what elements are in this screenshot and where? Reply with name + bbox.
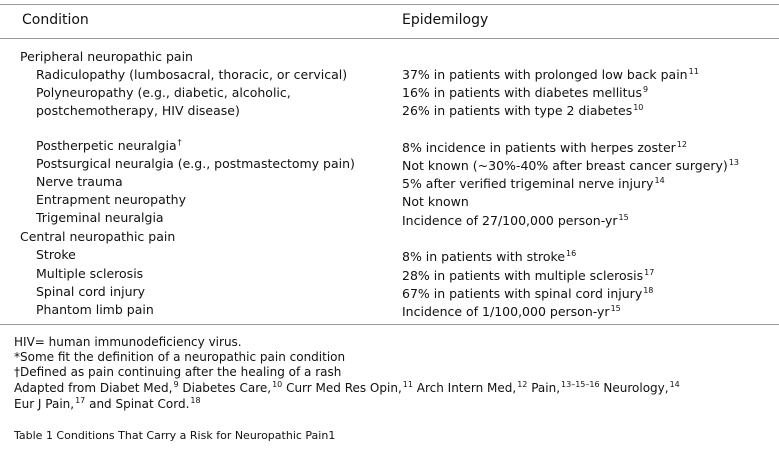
footnote-defined: †Defined as pain continuing after the healing of a rash [14, 365, 342, 379]
condition-cell: Nerve trauma [36, 174, 123, 189]
condition-cell: Postherpetic neuralgia† [36, 138, 182, 153]
condition-cell: Trigeminal neuralgia [36, 210, 164, 225]
epidemiology-cell: 67% in patients with spinal cord injury$^{18}$ [402, 286, 654, 301]
epidemiology-cell: 37% in patients with prolonged low back pain$^{11}$ [402, 67, 699, 82]
condition-cell: Radiculopathy (lumbosacral, thoracic, or cervical) [36, 67, 348, 82]
footnote-hiv: HIV= human immunodeficiency virus. [14, 335, 242, 349]
header-rule [0, 38, 779, 39]
epidemiology-cell: Not known (~30%-40% after breast cancer surgery)$^{13}$ [402, 158, 739, 173]
condition-cell: Postsurgical neuralgia (e.g., postmastectomy pain) [36, 156, 355, 171]
footnote-some: *Some fit the definition of a neuropathic pain condition [14, 350, 346, 364]
category-central: Central neuropathic pain [20, 229, 176, 244]
condition-cell: Multiple sclerosis [36, 266, 144, 281]
condition-cell: Phantom limb pain [36, 302, 154, 317]
category-peripheral: Peripheral neuropathic pain [20, 49, 193, 64]
epidemiology-cell: 8% in patients with stroke$^{16}$ [402, 249, 577, 264]
epidemiology-cell: 26% in patients with type 2 diabetes$^{10}$ [402, 103, 644, 118]
condition-cell: Spinal cord injury [36, 284, 146, 299]
header-condition: Condition [22, 12, 89, 28]
condition-cell: Stroke [36, 247, 76, 262]
table-top-rule [0, 4, 779, 5]
condition-cell: Entrapment neuropathy [36, 192, 186, 207]
header-epidemiology: Epidemilogy [402, 12, 489, 28]
epidemiology-cell: 16% in patients with diabetes mellitus$^9$ [402, 85, 649, 100]
table-bottom-rule [0, 324, 779, 325]
epidemiology-cell: 28% in patients with multiple sclerosis$^{17}$ [402, 268, 655, 283]
epidemiology-cell: 8% incidence in patients with herpes zoster$^{12}$ [402, 140, 687, 155]
condition-cell: postchemotherapy, HIV disease) [36, 103, 240, 118]
epidemiology-cell: Incidence of 27/100,000 person-$yr^{15}$ [402, 213, 629, 228]
epidemiology-cell: 5% after verified trigeminal nerve injury$^{14}$ [402, 176, 665, 191]
epidemiology-cell: Incidence of 1/100,000 person-$yr^{15}$ [402, 304, 621, 319]
condition-cell: Polyneuropathy (e.g., diabetic, alcoholic, [36, 85, 291, 100]
footnote-adapted: Adapted from Diabet Med,$^9$ Diabetes Care,$^{10}$ Curr Med Res Opin,$^{11}$ Arch Intern Med,$^{12}$ Pain,$^{13-15-16}$ Neurology,$^{14}$ [14, 380, 680, 395]
epidemiology-cell: Not known [402, 194, 469, 209]
table-caption: Table 1 Conditions That Carry a Risk for Neuropathic Pain1 [14, 429, 336, 442]
footnote-adapted-cont: Eur J Pain,$^{17}$ and Spinat Cord.$^{18}$ [14, 396, 201, 411]
